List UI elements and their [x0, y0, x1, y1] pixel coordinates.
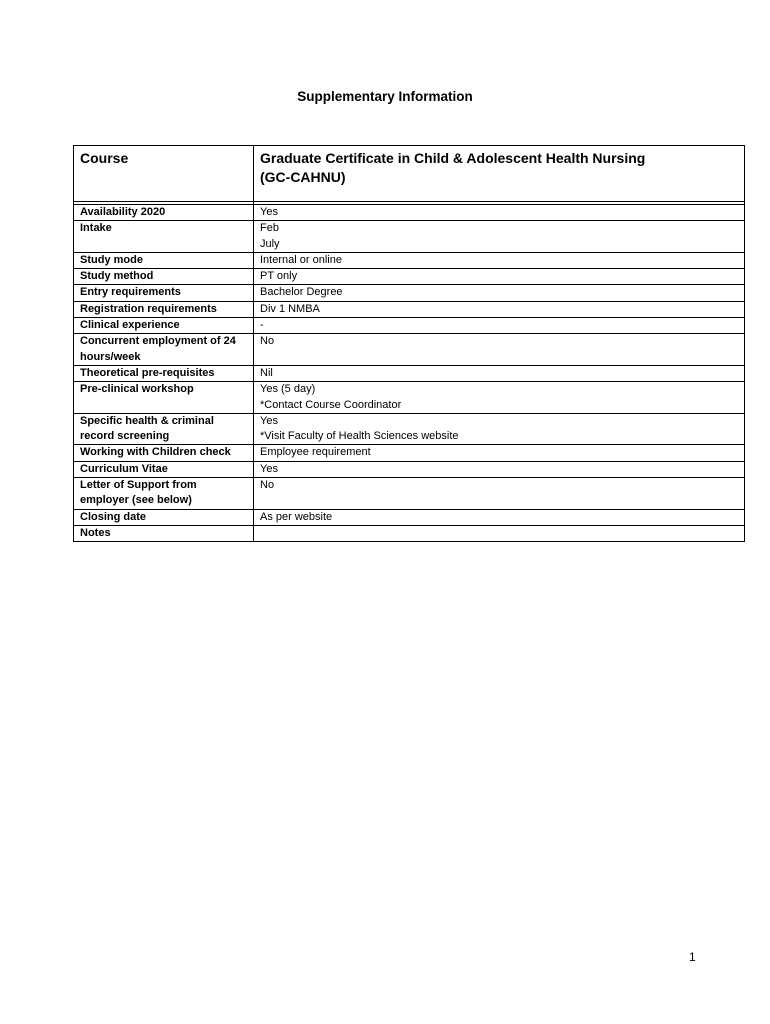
row-label-line: Registration requirements	[80, 302, 217, 315]
row-label-line: Concurrent employment of 24	[80, 335, 236, 348]
course-name: Graduate Certificate in Child & Adolescent Health Nursing	[260, 150, 646, 166]
row-value	[254, 525, 745, 541]
row-label	[74, 525, 254, 541]
row-label-line: Study method	[80, 270, 154, 283]
row-label	[74, 365, 254, 381]
row-value	[254, 365, 745, 381]
row-value-line: Nil	[260, 366, 273, 379]
row-label-line: Theoretical pre-requisites	[80, 366, 215, 379]
row-label-line: Entry requirements	[80, 286, 181, 299]
row-label-line: Letter of Support from	[80, 479, 197, 492]
row-value	[254, 334, 745, 366]
row-value-line: Internal or online	[260, 253, 342, 266]
table-row	[74, 413, 745, 445]
row-value-line: July	[260, 237, 280, 250]
row-value	[254, 285, 745, 301]
row-value-line: Yes (5 day)	[260, 383, 316, 396]
table-row	[74, 252, 745, 268]
row-value-line: *Contact Course Coordinator	[260, 398, 402, 411]
table-row	[74, 382, 745, 414]
row-label	[74, 221, 254, 253]
row-label-line: Notes	[80, 526, 111, 539]
course-header-label: Course	[74, 146, 254, 202]
row-label-line: Curriculum Vitae	[80, 462, 168, 475]
row-label-line: employer (see below)	[80, 494, 192, 507]
row-label	[74, 318, 254, 334]
row-value	[254, 221, 745, 253]
row-label-line: Study mode	[80, 253, 143, 266]
table-row	[74, 285, 745, 301]
row-value	[254, 301, 745, 317]
row-label-line: Clinical experience	[80, 319, 180, 332]
row-value	[254, 413, 745, 445]
row-label	[74, 334, 254, 366]
row-value-line: No	[260, 335, 275, 348]
row-value-line: -	[260, 319, 264, 332]
table-row	[74, 525, 745, 541]
row-value	[254, 461, 745, 477]
row-label-line: Intake	[80, 222, 112, 235]
row-label-line: record screening	[80, 430, 170, 443]
table-row	[74, 365, 745, 381]
row-label	[74, 285, 254, 301]
table-row	[74, 334, 745, 366]
table-row	[74, 461, 745, 477]
row-value-line: Yes	[260, 206, 278, 218]
row-label	[74, 269, 254, 285]
row-label	[74, 252, 254, 268]
table-row	[74, 445, 745, 461]
row-value	[254, 478, 745, 510]
row-value	[254, 509, 745, 525]
row-label	[74, 382, 254, 414]
row-label-line: Availability 2020	[80, 206, 166, 218]
row-label	[74, 205, 254, 221]
row-label	[74, 301, 254, 317]
row-value	[254, 205, 745, 221]
row-value-line: Yes	[260, 462, 278, 475]
row-label-line: Closing date	[80, 510, 147, 523]
table-row	[74, 509, 745, 525]
row-value-line: Bachelor Degree	[260, 286, 343, 299]
row-value-line: PT only	[260, 270, 298, 283]
table-row	[74, 318, 745, 334]
table-row	[74, 221, 745, 253]
table-row	[74, 205, 745, 221]
course-code: (GC-CAHNU)	[260, 169, 346, 185]
row-value	[254, 382, 745, 414]
page-number: 1	[689, 950, 696, 964]
row-label	[74, 413, 254, 445]
row-value-line: Feb	[260, 222, 279, 235]
supplementary-info-table	[73, 145, 745, 542]
row-value	[254, 252, 745, 268]
table-body	[74, 146, 745, 542]
table-row	[74, 478, 745, 510]
row-label-line: Working with Children check	[80, 446, 231, 459]
row-label-line: Specific health & criminal	[80, 414, 214, 427]
row-value-line: Div 1 NMBA	[260, 302, 320, 315]
row-value-line: Yes	[260, 414, 278, 427]
row-label	[74, 509, 254, 525]
row-value	[254, 269, 745, 285]
course-header-value	[254, 146, 745, 202]
row-value-line: Employee requirement	[260, 446, 371, 459]
row-label-line: hours/week	[80, 350, 141, 363]
table-row	[74, 269, 745, 285]
row-value	[254, 445, 745, 461]
row-value	[254, 318, 745, 334]
page-title: Supplementary Information	[297, 89, 473, 104]
table-row	[74, 301, 745, 317]
row-value-line: *Visit Faculty of Health Sciences website	[260, 430, 459, 443]
row-value-line: As per website	[260, 510, 333, 523]
row-label	[74, 445, 254, 461]
row-value-line: No	[260, 479, 275, 492]
row-label-line: Pre-clinical workshop	[80, 383, 194, 396]
row-label	[74, 461, 254, 477]
row-label	[74, 478, 254, 510]
table-header-row	[74, 146, 745, 202]
